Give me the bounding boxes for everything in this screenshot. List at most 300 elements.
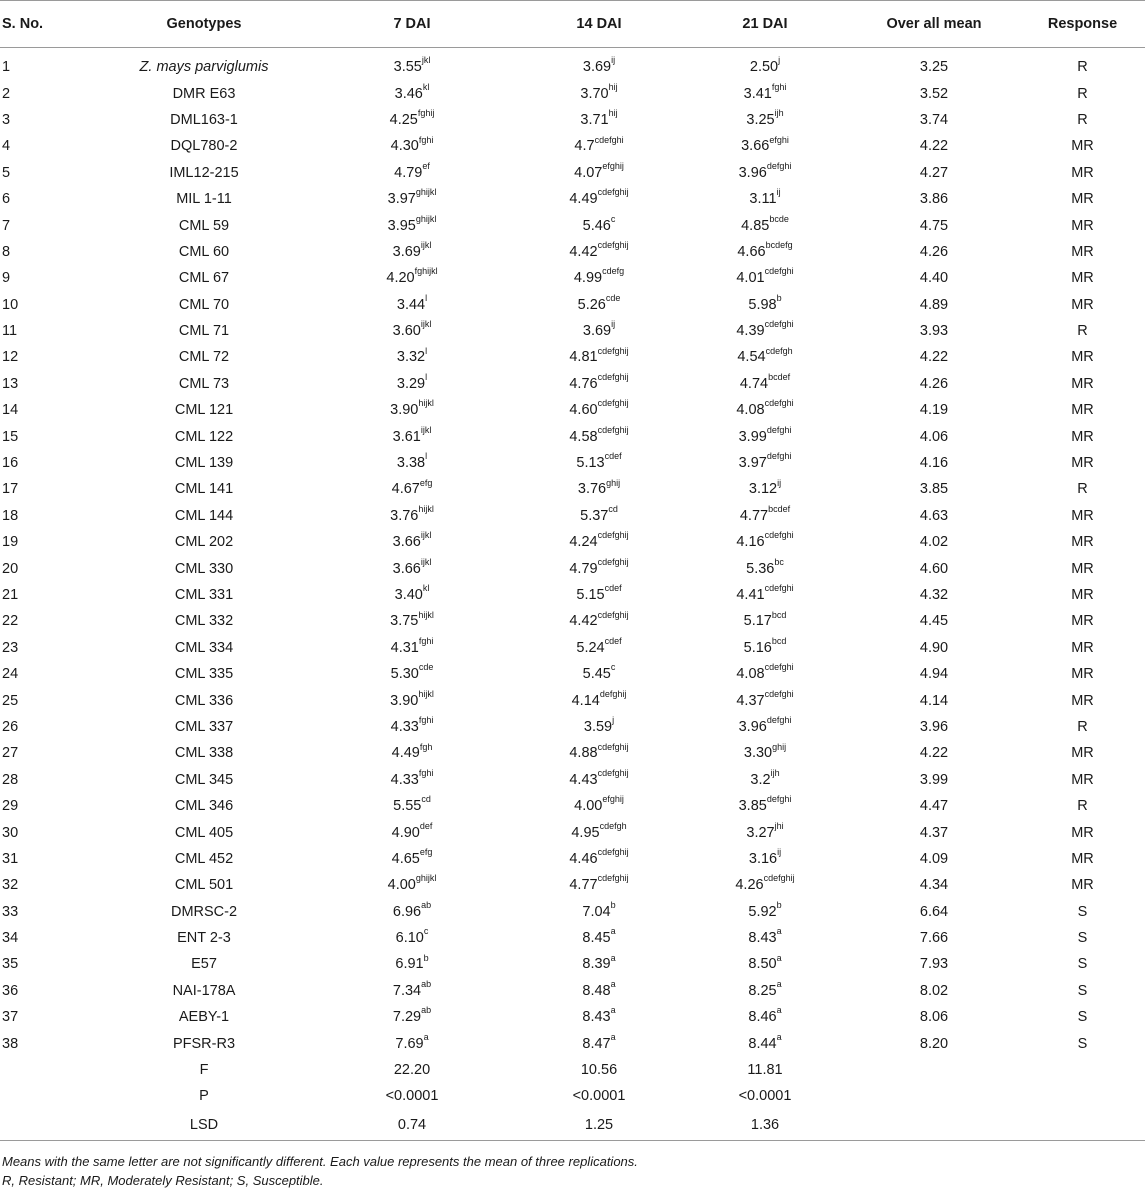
significance-letters: cdefghi <box>764 398 794 409</box>
overall-mean-cell: 4.22 <box>919 745 949 762</box>
score-cell-d21 <box>682 476 848 502</box>
score-value: 2.50 <box>749 59 779 76</box>
score-value: 7.34 <box>392 982 422 999</box>
table-row <box>0 661 1145 687</box>
significance-letters: ij <box>611 319 616 330</box>
score-value: 4.39 <box>736 323 765 340</box>
response-cell: R <box>1077 718 1088 735</box>
score-value: 4.90 <box>391 824 420 841</box>
significance-letters: defghij <box>599 688 627 699</box>
table-header <box>0 1 1145 48</box>
score-value: 5.98 <box>748 296 777 313</box>
significance-letters: cdef <box>604 451 622 462</box>
significance-letters: a <box>776 926 782 937</box>
score-value: 5.30 <box>390 666 419 683</box>
significance-letters: j <box>778 55 781 66</box>
significance-letters: defghi <box>766 715 792 726</box>
score-cell-d14 <box>516 186 682 212</box>
significance-letters: cdefghij <box>597 240 629 251</box>
significance-letters: defghi <box>766 160 792 171</box>
score-cell-d7 <box>308 160 516 186</box>
table-row <box>0 318 1145 344</box>
sno-cell: 33 <box>2 903 19 920</box>
score-cell-d21 <box>682 160 848 186</box>
score-cell-d7 <box>308 265 516 291</box>
overall-mean-cell: 4.19 <box>919 402 949 419</box>
response-cell: R <box>1077 111 1088 128</box>
score-cell-d21 <box>682 397 848 423</box>
significance-letters: kl <box>422 583 430 594</box>
response-cell: R <box>1077 59 1088 76</box>
empty-cell <box>848 1083 1020 1109</box>
significance-letters: fghijkl <box>414 266 438 277</box>
significance-letters: cd <box>608 504 618 514</box>
header-sno: S. No. <box>0 1 100 48</box>
score-value: 4.58 <box>569 428 598 445</box>
score-cell-d14 <box>516 450 682 476</box>
response-cell: MR <box>1071 877 1094 894</box>
score-cell-d14 <box>516 555 682 581</box>
overall-mean-cell: 4.75 <box>919 217 949 234</box>
genotype-cell: CML 501 <box>174 877 234 894</box>
response-cell: MR <box>1071 191 1094 208</box>
score-cell-d21 <box>682 635 848 661</box>
score-cell-d14 <box>516 371 682 397</box>
score-value: 3.44 <box>396 296 426 313</box>
significance-letters: ijkl <box>420 556 432 567</box>
score-cell-d14 <box>516 344 682 370</box>
genotype-cell: E57 <box>191 956 217 973</box>
genotype-cell: CML 202 <box>174 534 234 551</box>
significance-letters: bcdefg <box>765 240 793 251</box>
score-value: 8.43 <box>748 930 777 947</box>
score-cell-d7 <box>308 371 516 397</box>
significance-letters: bcde <box>769 213 789 224</box>
score-cell-d7 <box>308 503 516 529</box>
table-row <box>0 582 1145 608</box>
score-cell-d7 <box>308 1004 516 1030</box>
score-value: 4.99 <box>573 270 603 287</box>
overall-mean-cell: 4.89 <box>919 296 949 313</box>
score-cell-d21 <box>682 978 848 1004</box>
response-cell: R <box>1077 798 1088 815</box>
response-cell: R <box>1077 323 1088 340</box>
score-value: 3.30 <box>743 745 773 762</box>
overall-mean-cell: 4.34 <box>919 877 949 894</box>
score-cell-d7 <box>308 476 516 502</box>
sno-cell: 27 <box>2 745 19 762</box>
score-cell-d7 <box>308 661 516 687</box>
genotype-cell: CML 405 <box>174 824 234 841</box>
overall-mean-cell: 4.60 <box>919 560 949 577</box>
score-cell-d21 <box>682 423 848 449</box>
sno-cell: 24 <box>2 666 19 683</box>
response-cell: MR <box>1071 402 1094 419</box>
score-cell-d7 <box>308 582 516 608</box>
significance-letters: efghi <box>769 134 789 145</box>
score-value: 3.32 <box>396 349 426 366</box>
significance-letters: efg <box>419 847 433 858</box>
sno-cell: 20 <box>2 560 19 577</box>
significance-letters: cdefghij <box>597 345 629 356</box>
table-row <box>0 714 1145 740</box>
overall-mean-cell: 7.93 <box>919 956 949 973</box>
significance-letters: cdefghi <box>764 662 794 673</box>
overall-mean-cell: 3.86 <box>919 191 949 208</box>
sno-cell: 12 <box>2 349 19 366</box>
significance-letters: cdefgh <box>765 345 793 356</box>
stats-row <box>0 1083 1145 1109</box>
response-cell: MR <box>1071 349 1094 366</box>
score-cell-d21 <box>682 846 848 872</box>
score-value: 3.41 <box>743 85 772 102</box>
response-cell: MR <box>1071 243 1094 260</box>
genotype-cell: CML 141 <box>174 481 234 498</box>
score-cell-d14 <box>516 582 682 608</box>
significance-letters: cd <box>421 794 431 805</box>
table-footnotes <box>2 1152 638 1190</box>
score-cell-d21 <box>682 767 848 793</box>
score-cell-d21 <box>682 899 848 925</box>
sno-cell: 8 <box>2 243 11 260</box>
score-value: 4.67 <box>391 481 420 498</box>
significance-letters: ghij <box>606 477 621 488</box>
score-cell-d21 <box>682 212 848 238</box>
table-row <box>0 48 1145 81</box>
significance-letters: a <box>776 952 782 963</box>
significance-letters: b <box>776 292 782 303</box>
significance-letters: b <box>423 952 429 963</box>
sno-cell: 14 <box>2 402 19 419</box>
score-value: 3.66 <box>392 560 421 577</box>
sno-cell: 4 <box>2 138 11 155</box>
stats-row <box>0 1110 1145 1141</box>
genotype-cell: CML 332 <box>174 613 234 630</box>
response-cell: S <box>1077 903 1088 920</box>
score-value: 4.16 <box>736 534 765 551</box>
table-row <box>0 476 1145 502</box>
score-value: 3.2 <box>750 771 771 788</box>
table-row <box>0 133 1145 159</box>
score-value: 3.59 <box>583 718 613 735</box>
empty-cell <box>0 1110 100 1141</box>
significance-letters: a <box>610 1031 616 1042</box>
footnote-significance: Means with the same letter are not significantly different. Each value represents the mean of three replications. <box>2 1154 638 1169</box>
genotype-cell: CML 121 <box>174 402 234 419</box>
overall-mean-cell: 4.22 <box>919 349 949 366</box>
score-cell-d21 <box>682 793 848 819</box>
overall-mean-cell: 8.20 <box>919 1035 949 1052</box>
response-cell: MR <box>1071 771 1094 788</box>
table-row <box>0 80 1145 106</box>
score-cell-d7 <box>308 292 516 318</box>
significance-letters: fghij <box>417 108 435 119</box>
response-cell: MR <box>1071 534 1094 551</box>
table-row <box>0 503 1145 529</box>
overall-mean-cell: 4.02 <box>919 534 949 551</box>
response-cell: MR <box>1071 164 1094 181</box>
sno-cell: 5 <box>2 164 11 181</box>
sno-cell: 36 <box>2 982 19 999</box>
significance-letters: cdefghi <box>764 530 794 541</box>
genotype-cell: CML 334 <box>174 639 234 656</box>
overall-mean-cell: 4.06 <box>919 428 949 445</box>
response-cell: S <box>1077 930 1088 947</box>
genotype-cell: CML 72 <box>178 349 230 366</box>
header-genotypes: Genotypes <box>100 1 308 48</box>
significance-letters: cdefghi <box>764 583 794 594</box>
score-value: 4.43 <box>569 771 598 788</box>
score-value: 8.25 <box>748 982 777 999</box>
genotype-cell: DMRSC-2 <box>170 903 238 920</box>
header-response: Response <box>1020 1 1145 48</box>
response-cell: MR <box>1071 639 1094 656</box>
score-cell-d7 <box>308 951 516 977</box>
score-value: 3.90 <box>390 402 419 419</box>
genotype-cell: Z. mays parviglumis <box>139 59 269 76</box>
significance-letters: defghi <box>766 794 792 805</box>
significance-letters: fghi <box>418 635 434 646</box>
score-value: 4.08 <box>736 402 765 419</box>
score-value: 3.70 <box>580 85 609 102</box>
significance-letters: ab <box>421 979 432 990</box>
overall-mean-cell: 4.47 <box>919 798 949 815</box>
score-value: 3.95 <box>387 217 416 234</box>
score-cell-d7 <box>308 846 516 872</box>
response-cell: MR <box>1071 824 1094 841</box>
genotype-cell: DML163-1 <box>170 111 238 128</box>
table-row <box>0 107 1145 133</box>
response-cell: R <box>1077 85 1088 102</box>
score-value: 4.00 <box>574 798 603 815</box>
response-cell: MR <box>1071 507 1094 524</box>
score-cell-d21 <box>682 344 848 370</box>
score-value: 4.54 <box>737 349 766 366</box>
score-value: 3.40 <box>394 587 423 603</box>
score-value: 3.90 <box>390 692 419 709</box>
score-value: 5.24 <box>576 639 605 656</box>
overall-mean-cell: 7.66 <box>919 930 949 947</box>
score-value: 4.00 <box>387 877 416 894</box>
genotype-cell: DQL780-2 <box>170 138 238 155</box>
stat-label-cell: P <box>199 1088 209 1105</box>
significance-letters: cde <box>418 662 434 673</box>
score-value: 4.30 <box>390 138 419 155</box>
score-value: 4.42 <box>569 243 598 260</box>
score-cell-d21 <box>682 872 848 898</box>
overall-mean-cell: 4.90 <box>919 639 949 656</box>
score-value: 4.33 <box>390 718 419 735</box>
score-cell-d14 <box>516 423 682 449</box>
score-value: 6.91 <box>395 956 424 973</box>
score-value: 3.96 <box>738 718 767 735</box>
score-cell-d7 <box>308 899 516 925</box>
genotype-cell: DMR E63 <box>172 85 236 102</box>
significance-letters: cdefghi <box>764 319 794 330</box>
empty-cell <box>0 1057 100 1083</box>
significance-letters: bcdef <box>768 504 791 514</box>
score-value: 4.65 <box>391 850 420 867</box>
significance-letters: cdefghij <box>763 873 795 884</box>
header-14dai: 14 DAI <box>516 1 682 48</box>
sno-cell: 10 <box>2 296 19 313</box>
significance-letters: l <box>425 292 428 303</box>
score-cell-d14 <box>516 978 682 1004</box>
score-cell-d14 <box>516 160 682 186</box>
score-cell-d21 <box>682 318 848 344</box>
score-cell-d21 <box>682 265 848 291</box>
response-cell: MR <box>1071 560 1094 577</box>
header-overall-mean: Over all mean <box>848 1 1020 48</box>
significance-letters: ijkl <box>420 240 432 251</box>
score-value: 4.41 <box>736 587 765 603</box>
score-value: 5.16 <box>743 639 772 656</box>
overall-mean-cell: 4.26 <box>919 243 949 260</box>
table-row <box>0 767 1145 793</box>
overall-mean-cell: 4.14 <box>919 692 949 709</box>
score-value: 4.49 <box>569 191 598 208</box>
significance-letters: ghijkl <box>415 873 437 884</box>
score-cell-d14 <box>516 1030 682 1056</box>
score-cell-d7 <box>308 687 516 713</box>
significance-letters: cdefghij <box>597 556 629 567</box>
significance-letters: ijh <box>770 767 780 778</box>
significance-letters: cdefghij <box>597 187 629 198</box>
score-value: 3.55 <box>393 59 422 76</box>
significance-letters: b <box>776 899 782 910</box>
score-value: 3.66 <box>741 138 770 155</box>
significance-letters: cdefghij <box>597 847 629 858</box>
significance-letters: ijkl <box>420 319 432 330</box>
score-value: 3.85 <box>738 798 767 815</box>
overall-mean-cell: 3.99 <box>919 771 949 788</box>
score-cell-d7 <box>308 608 516 634</box>
significance-letters: a <box>610 979 616 990</box>
score-cell-d7 <box>308 872 516 898</box>
genotype-cell: AEBY-1 <box>178 1009 230 1026</box>
score-cell-d7 <box>308 239 516 265</box>
score-value: 8.47 <box>582 1035 611 1052</box>
response-cell: MR <box>1071 745 1094 762</box>
score-value: 3.11 <box>749 191 777 208</box>
table-row <box>0 450 1145 476</box>
overall-mean-cell: 3.52 <box>919 85 949 102</box>
score-cell-d21 <box>682 687 848 713</box>
significance-letters: ghijkl <box>415 187 437 198</box>
stat-value-d14: <0.0001 <box>572 1088 626 1105</box>
score-cell-d21 <box>682 371 848 397</box>
score-cell-d14 <box>516 899 682 925</box>
significance-letters: hij <box>608 108 618 119</box>
significance-letters: hijkl <box>418 504 434 514</box>
genotype-cell: CML 335 <box>174 666 234 683</box>
score-value: 4.08 <box>736 666 765 683</box>
significance-letters: hij <box>608 81 618 92</box>
score-cell-d14 <box>516 292 682 318</box>
score-value: 3.97 <box>738 455 767 472</box>
response-cell: MR <box>1071 666 1094 683</box>
significance-letters: a <box>776 1031 782 1042</box>
score-value: 6.96 <box>392 903 422 920</box>
genotype-cell: NAI-178A <box>172 982 236 999</box>
score-cell-d21 <box>682 186 848 212</box>
score-value: 3.69 <box>582 59 612 76</box>
significance-letters: jkl <box>421 55 431 66</box>
score-value: 5.46 <box>582 217 611 234</box>
genotype-cell: CML 345 <box>174 771 234 788</box>
response-cell: S <box>1077 1009 1088 1026</box>
score-cell-d21 <box>682 661 848 687</box>
score-value: 8.39 <box>582 956 611 973</box>
score-value: 3.69 <box>392 243 421 260</box>
significance-letters: cdefghi <box>594 134 624 145</box>
significance-letters: cdefghij <box>597 398 629 409</box>
score-cell-d14 <box>516 819 682 845</box>
score-cell-d14 <box>516 740 682 766</box>
significance-letters: c <box>423 926 429 937</box>
table-row <box>0 186 1145 212</box>
response-cell: MR <box>1071 428 1094 445</box>
significance-letters: bcd <box>771 609 787 620</box>
score-value: 3.46 <box>394 85 423 102</box>
significance-letters: cde <box>605 292 621 303</box>
table-row <box>0 846 1145 872</box>
score-value: 3.29 <box>396 375 426 392</box>
score-value: 8.44 <box>748 1035 777 1052</box>
significance-letters: l <box>425 451 428 462</box>
overall-mean-cell: 6.64 <box>919 903 949 920</box>
significance-letters: cdefghij <box>597 530 629 541</box>
score-cell-d14 <box>516 48 682 81</box>
score-cell-d14 <box>516 767 682 793</box>
overall-mean-cell: 8.06 <box>919 1009 949 1026</box>
genotype-cell: MIL 1-11 <box>176 191 232 208</box>
table-row <box>0 1004 1145 1030</box>
overall-mean-cell: 4.26 <box>919 375 949 392</box>
score-value: 3.96 <box>738 164 767 181</box>
score-value: 7.29 <box>392 1009 422 1026</box>
stats-row <box>0 1057 1145 1083</box>
table-row <box>0 687 1145 713</box>
table-body <box>0 48 1145 1057</box>
significance-letters: defghi <box>766 424 792 435</box>
score-cell-d14 <box>516 133 682 159</box>
score-value: 5.17 <box>743 613 772 630</box>
overall-mean-cell: 4.45 <box>919 613 949 630</box>
table-row <box>0 160 1145 186</box>
score-cell-d7 <box>308 925 516 951</box>
response-cell: S <box>1077 1035 1088 1052</box>
score-cell-d14 <box>516 318 682 344</box>
sno-cell: 17 <box>2 481 19 498</box>
score-cell-d7 <box>308 819 516 845</box>
sno-cell: 25 <box>2 692 19 709</box>
table-row <box>0 951 1145 977</box>
empty-cell <box>0 1083 100 1109</box>
overall-mean-cell: 4.63 <box>919 507 949 524</box>
response-cell: R <box>1077 481 1088 498</box>
table-row <box>0 635 1145 661</box>
sno-cell: 16 <box>2 455 19 472</box>
score-value: 4.46 <box>569 850 598 867</box>
genotype-cell: CML 73 <box>178 375 230 392</box>
significance-letters: cdefgh <box>599 820 627 831</box>
score-cell-d21 <box>682 48 848 81</box>
score-value: 5.15 <box>576 587 605 603</box>
score-value: 4.37 <box>736 692 765 709</box>
sno-cell: 30 <box>2 824 19 841</box>
score-value: 4.77 <box>569 877 598 894</box>
